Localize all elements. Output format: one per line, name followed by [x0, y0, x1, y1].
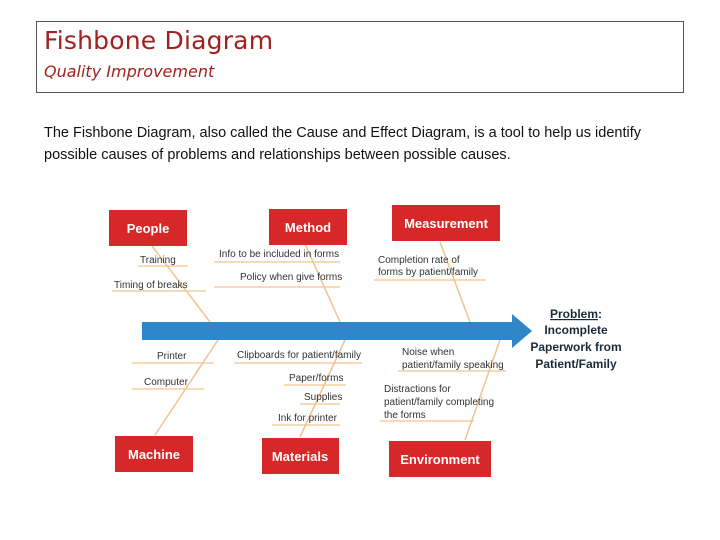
cause-timing-of-breaks: Timing of breaks: [114, 280, 188, 291]
cause-completion-rate-line1: Completion rate of: [378, 255, 460, 266]
cause-distractions-line3: the forms: [384, 410, 426, 421]
intro-paragraph: The Fishbone Diagram, also called the Cause and Effect Diagram, is a tool to help us identify possible causes of problems and relationships between possible causes.: [44, 125, 641, 163]
cause-distractions-line1: Distractions for: [384, 384, 451, 395]
cause-supplies: Supplies: [304, 392, 343, 403]
category-label-machine: Machine: [127, 447, 181, 462]
bone-measurement: [440, 242, 470, 322]
cause-computer: Computer: [144, 377, 188, 388]
problem-heading: [550, 307, 602, 321]
cause-info-in-forms: Info to be included in forms: [219, 249, 340, 260]
cause-ink-for-printer: Ink for printer: [278, 413, 337, 424]
problem-label: Problem: [550, 307, 599, 321]
cause-noise-line1: Noise when: [402, 347, 455, 358]
category-label-people: People: [126, 221, 170, 236]
cause-clipboards: Clipboards for patient/family: [237, 350, 361, 361]
cause-distractions-line2: patient/family completing: [384, 397, 495, 408]
problem-line-1: Incomplete: [544, 323, 608, 337]
problem-line-3: Patient/Family: [535, 357, 617, 371]
bone-environment: [465, 340, 500, 440]
cause-noise-line2: patient/family speaking: [402, 360, 504, 371]
problem-colon: :: [598, 307, 603, 321]
cause-paper-forms: Paper/forms: [289, 373, 344, 384]
spine: [142, 322, 514, 340]
page-title: Fishbone Diagram: [44, 26, 274, 55]
cause-policy-give-forms: Policy when give forms: [240, 272, 343, 283]
cause-completion-rate-line2: forms by patient/family: [378, 267, 479, 278]
category-label-materials: Materials: [271, 449, 329, 464]
cause-printer: Printer: [157, 351, 187, 362]
category-label-environment: Environment: [400, 452, 480, 467]
spine-arrowhead: [512, 314, 532, 348]
problem-line-2: Paperwork from: [530, 340, 622, 354]
category-label-method: Method: [284, 220, 332, 235]
page-subtitle: Quality Improvement: [44, 62, 215, 81]
cause-training: Training: [140, 255, 176, 266]
category-label-measurement: Measurement: [404, 216, 488, 231]
